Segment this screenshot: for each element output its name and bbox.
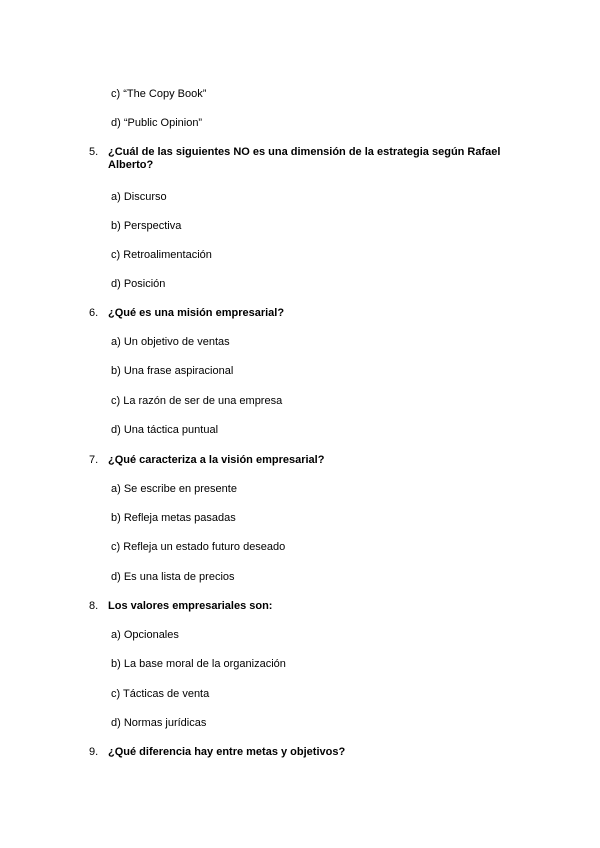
question-7-number: 7. <box>89 454 99 466</box>
question-8-text: Los valores empresariales son: <box>108 600 273 612</box>
option-c-q4: c) “The Copy Book” <box>111 88 207 100</box>
option-d-q4: d) “Public Opinion” <box>111 117 203 129</box>
option-d-q7: d) Es una lista de precios <box>111 571 235 583</box>
option-d-q5: d) Posición <box>111 278 166 290</box>
question-7-text: ¿Qué caracteriza a la visión empresarial? <box>108 454 325 466</box>
option-b-q6: b) Una frase aspiracional <box>111 365 234 377</box>
option-a-q7: a) Se escribe en presente <box>111 483 237 495</box>
option-c-q6: c) La razón de ser de una empresa <box>111 395 283 407</box>
option-c-q5: c) Retroalimentación <box>111 249 212 261</box>
option-a-q5: a) Discurso <box>111 191 167 203</box>
option-d-q6: d) Una táctica puntual <box>111 424 219 436</box>
option-c-q8: c) Tácticas de venta <box>111 688 210 700</box>
option-a-q8: a) Opcionales <box>111 629 179 641</box>
question-9-text: ¿Qué diferencia hay entre metas y objetivos? <box>108 746 346 758</box>
question-6-number: 6. <box>89 307 99 319</box>
option-b-q8: b) La base moral de la organización <box>111 658 286 670</box>
question-9-number: 9. <box>89 746 99 758</box>
option-b-q5: b) Perspectiva <box>111 220 182 232</box>
question-6-text: ¿Qué es una misión empresarial? <box>108 307 285 319</box>
option-c-q7: c) Refleja un estado futuro deseado <box>111 541 286 553</box>
question-5-number: 5. <box>89 146 99 158</box>
option-d-q8: d) Normas jurídicas <box>111 717 207 729</box>
option-a-q6: a) Un objetivo de ventas <box>111 336 230 348</box>
option-b-q7: b) Refleja metas pasadas <box>111 512 236 524</box>
question-8-number: 8. <box>89 600 99 612</box>
question-5-text: ¿Cuál de las siguientes NO es una dimensión de la estrategia según Rafael Alberto? <box>108 146 501 171</box>
